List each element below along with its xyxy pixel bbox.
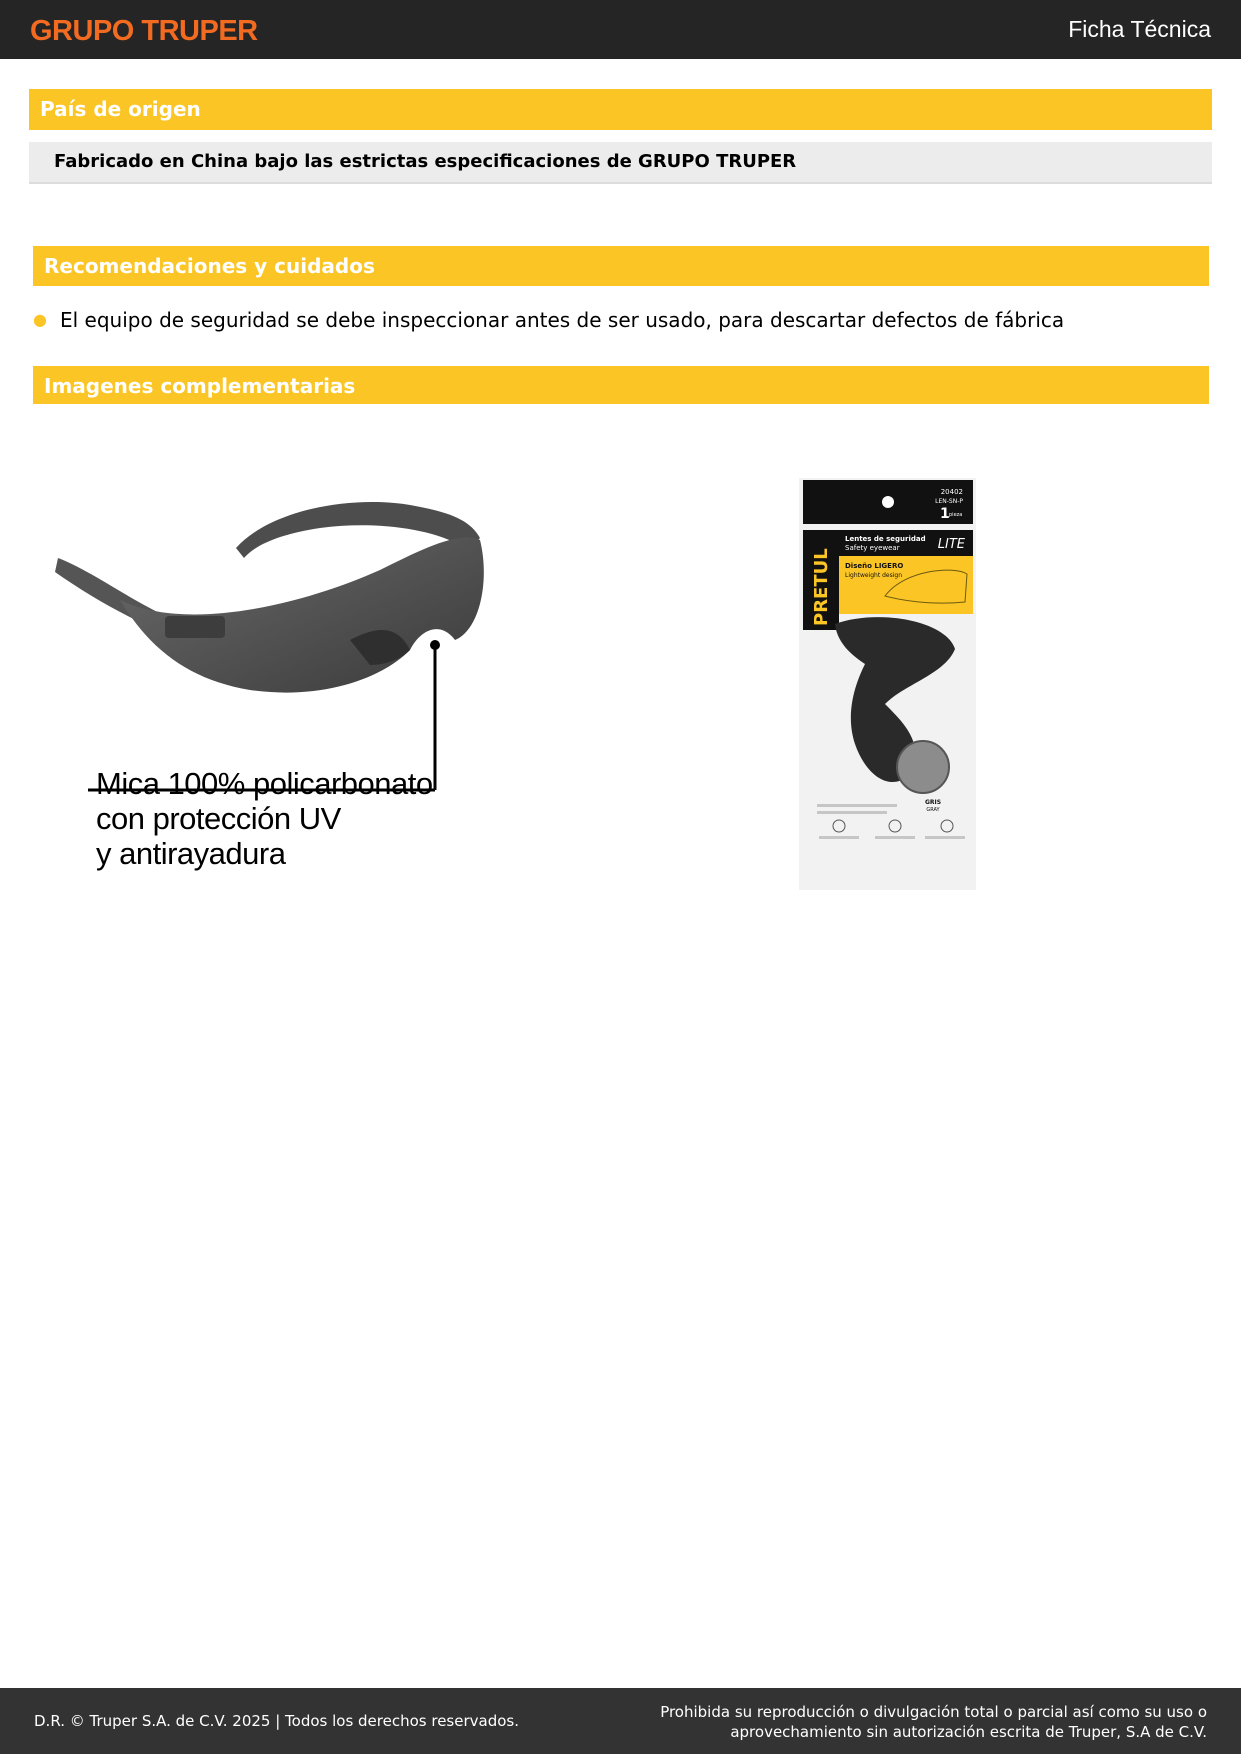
callout-line: Mica 100% policarbonato <box>96 766 433 801</box>
section-title-recommendations: Recomendaciones y cuidados <box>33 246 1209 286</box>
recommendation-text: El equipo de seguridad se debe inspeccionar antes de ser usado, para descartar defectos de fábrica <box>60 308 1065 332</box>
legal-notice-line: aprovechamiento sin autorización escrita de Truper, S.A de C.V. <box>730 1723 1207 1741</box>
package-color-label-en: GRAY <box>926 807 940 813</box>
callout-line: y antirayadura <box>96 836 286 871</box>
section-title-images: Imagenes complementarias <box>33 366 1209 404</box>
callout-line: con protección UV <box>96 801 341 836</box>
package-design-es: Diseño LIGERO <box>845 562 904 570</box>
package-brand: PRETUL <box>811 548 832 626</box>
recommendation-item <box>33 305 1213 335</box>
package-qty-label: pieza <box>949 512 963 518</box>
package-design-en: Lightweight design <box>845 572 903 579</box>
package-line: LITE <box>937 537 965 552</box>
copyright-text: D.R. © Truper S.A. de C.V. 2025 | Todos los derechos reservados. <box>34 1712 519 1730</box>
package-title-en: Safety eyewear <box>845 544 900 552</box>
document-type-title: Ficha Técnica <box>1068 16 1211 42</box>
legal-notice <box>660 1702 1207 1742</box>
package-title-es: Lentes de seguridad <box>845 535 926 543</box>
package-color-label: GRIS <box>924 799 942 806</box>
brand-logo: GRUPO TRUPER <box>30 15 258 47</box>
origin-text: Fabricado en China bajo las estrictas especificaciones de GRUPO TRUPER <box>29 142 1212 184</box>
legal-notice-line: Prohibida su reproducción o divulgación total o parcial así como su uso o <box>660 1703 1207 1721</box>
package-sku: LEN-SN-P <box>935 498 963 505</box>
product-package-image <box>795 474 980 894</box>
bullet-icon: ● <box>33 310 47 329</box>
package-qty: 1 <box>940 506 950 522</box>
footer-bar <box>0 1688 1241 1754</box>
section-title-origin: País de origen <box>29 89 1212 130</box>
package-code: 20402 <box>940 488 963 496</box>
lens-feature-callout <box>96 766 433 871</box>
header-bar <box>0 0 1241 59</box>
